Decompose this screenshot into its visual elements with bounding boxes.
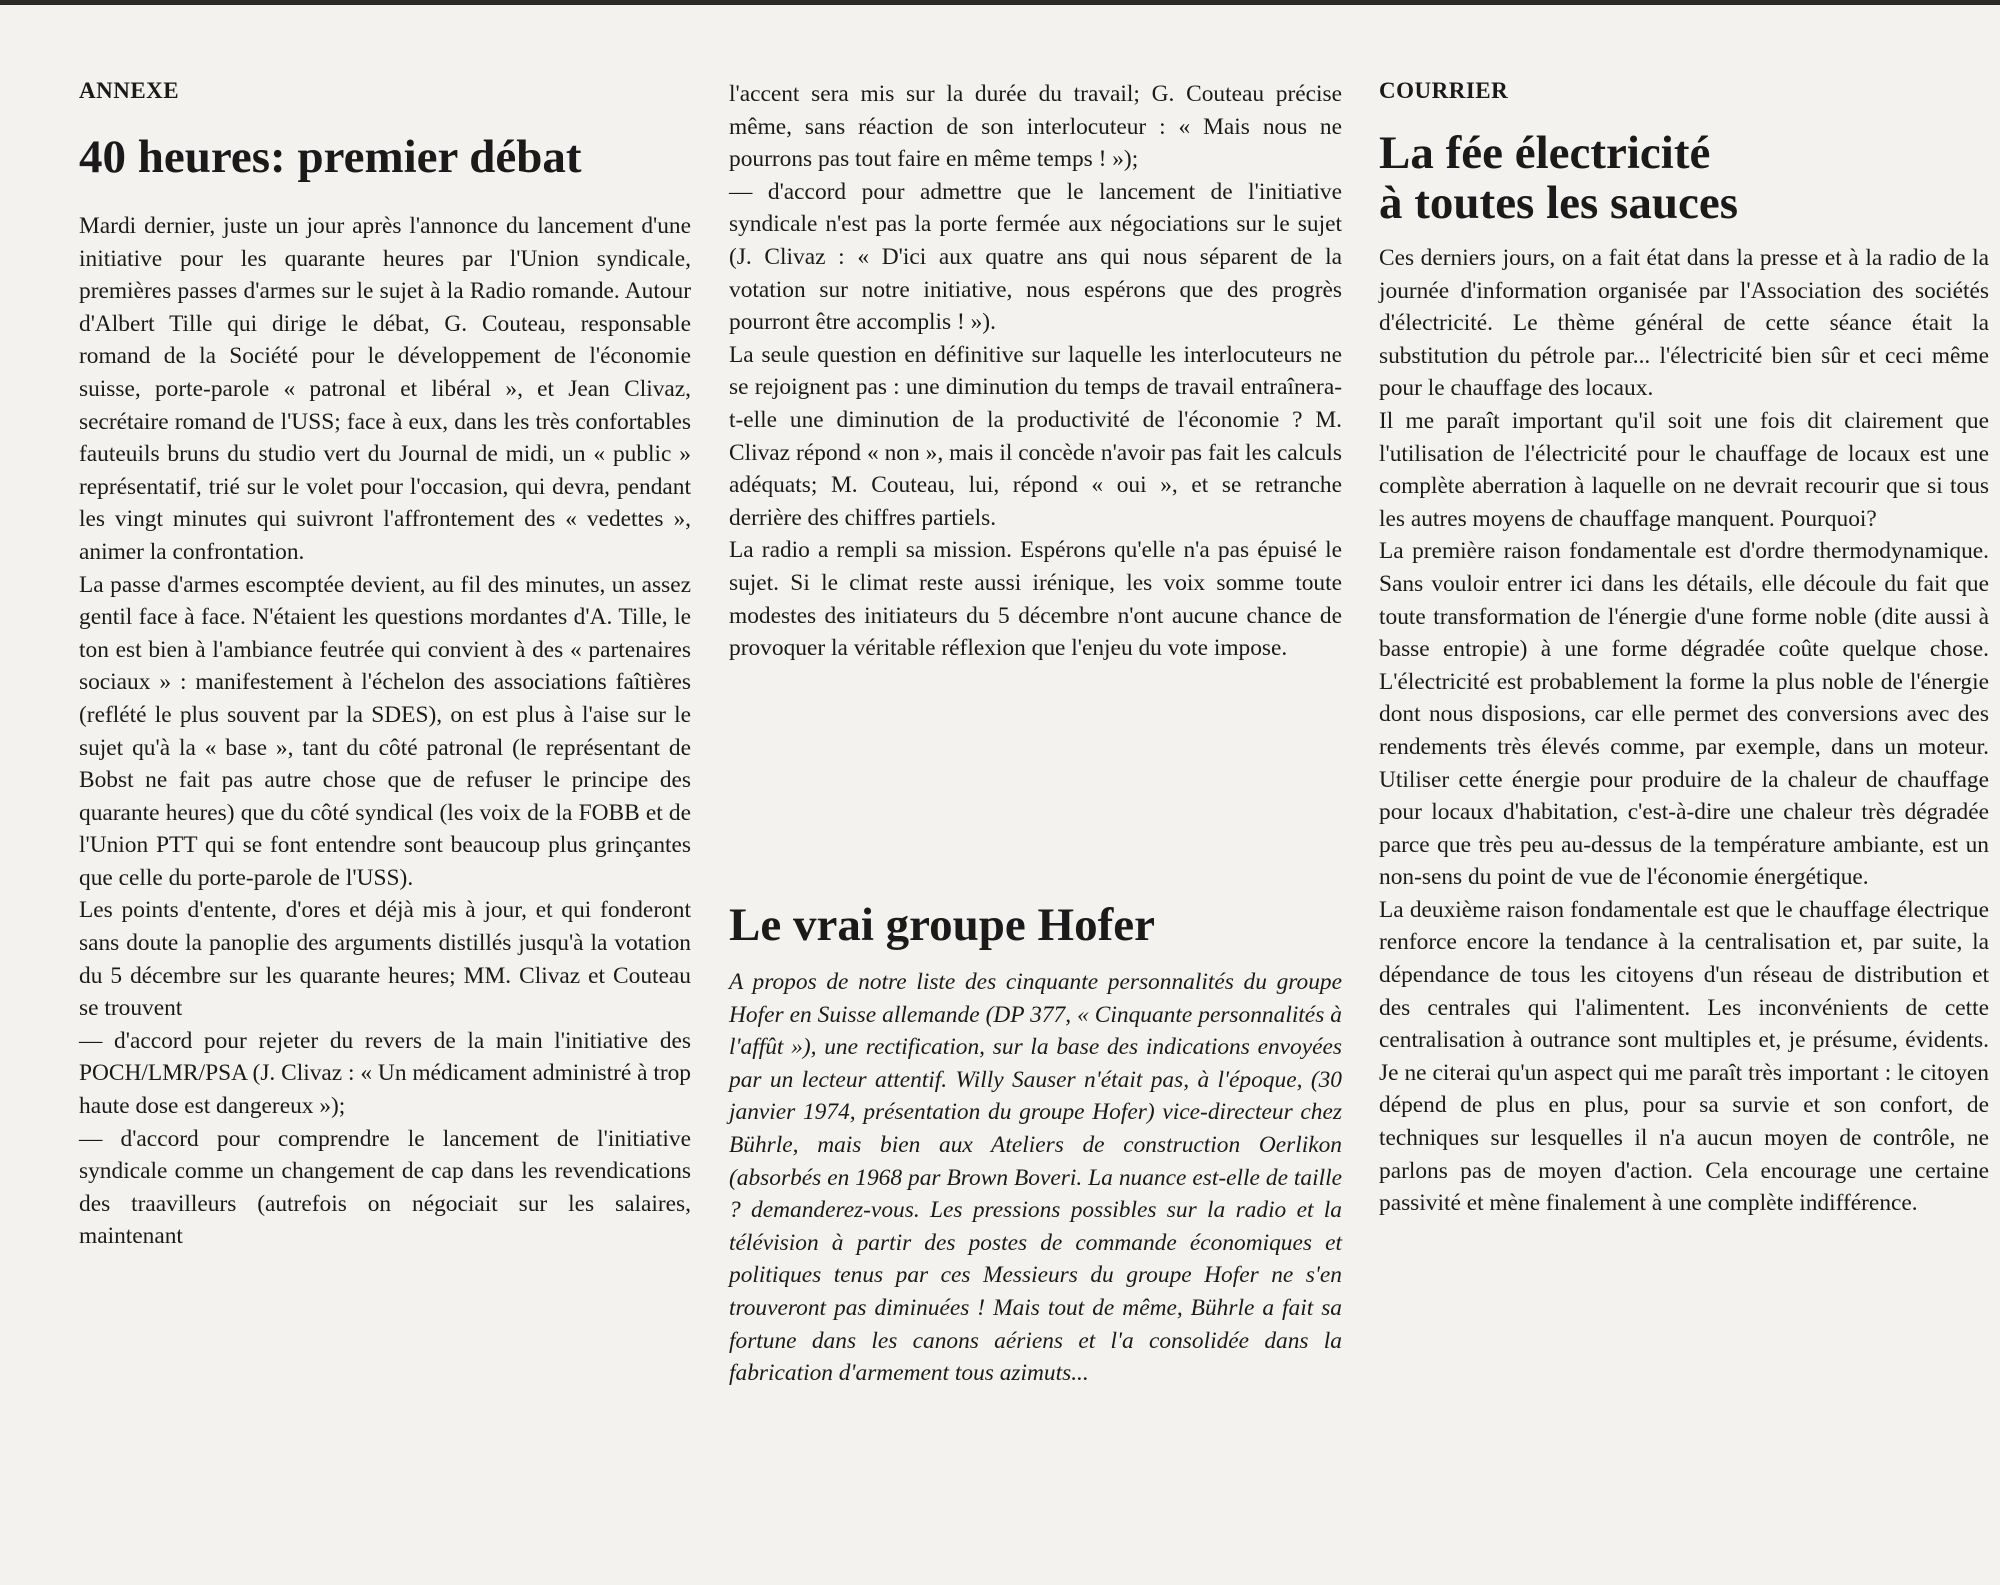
paragraph: — d'accord pour comprendre le lancement de l'initiative syndicale comme un changement de cap dans les revendications des traavilleurs (autrefois on négociait sur les salaires, maintenant xyxy=(79,1125,691,1250)
paragraph: Il me paraît important qu'il soit une fois dit clairement que l'utilisation de l'électricité pour le chauffage de locaux est une complète aberration à laquelle on ne devrait recourir que si tous les autres moyens de chauffage manquent. Pourquoi? xyxy=(1379,407,1989,532)
headline-line: La fée électricité xyxy=(1379,127,1711,179)
paragraph: La radio a rempli sa mission. Espérons qu'elle n'a pas épuisé le sujet. Si le climat reste aussi irénique, les voix somme toute modestes des initiateurs du 5 décembre n'ont aucune chance de provoquer la véritable réflexion que l'enjeu du vote impose. xyxy=(729,537,1342,662)
paragraph: La deuxième raison fondamentale est que le chauffage électrique renforce encore la tendance à la centralisation et, par suite, la dépendance de tous les citoyens d'un réseau de distribution et des centrales qui l'alimentent. Les inconvénients de cette centralisation à outrance sont multiples et, je présume, évidents. Je ne citerai qu'un aspect qui me paraît très important : le citoyen dépend de plus en plus, pour sa survie et son confort, de techniques sur lesquelles il n'a aucun moyen de contrôle, ne parlons pas de moyen d'action. Cela encourage une certaine passivité et mène finalement à une complète indifférence. xyxy=(1379,896,1989,1217)
headline-fee-electricite xyxy=(1379,128,1989,228)
section-kicker-courrier: COURRIER xyxy=(1379,78,1509,103)
paragraph: La passe d'armes escomptée devient, au fil des minutes, un assez gentil face à face. N'étaient les questions mordantes d'A. Tille, le ton est bien à l'ambiance feutrée qui convient à des « partenaires sociaux » : manifestement à l'échelon des associations faîtières (reflété le plus souvent par la SDES), on est plus à l'aise sur le sujet qu'à la « base », tant du côté patronal (le représentant de Bobst ne fait pas autre chose que de refuser le principe des quarante heures) que du côté syndical (les voix de la FOBB et de l'Union PTT qui se font entendre sont beaucoup plus grinçantes que celle du porte-parole de l'USS). xyxy=(79,571,691,891)
headline-line: à toutes les sauces xyxy=(1379,177,1738,229)
article-body-groupe-hofer xyxy=(729,966,1342,1390)
paragraph: Mardi dernier, juste un jour après l'annonce du lancement d'une initiative pour les quarante heures par l'Union syndicale, premières passes d'armes sur le sujet à la Radio romande. Autour d'Albert Tille qui dirige le débat, G. Couteau, responsable romand de la Société pour le développement de l'économie suisse, porte-parole « patronal et libéral », et Jean Clivaz, secrétaire romand de l'USS; face à eux, dans les très confortables fauteuils bruns du studio vert du Journal de midi, un « public » représentatif, trié sur le volet pour l'occasion, qui devra, pendant les vingt minutes qui suivront l'affrontement des « vedettes », animer la confrontation. xyxy=(79,213,691,565)
headline-groupe-hofer: Le vrai groupe Hofer xyxy=(729,899,1155,951)
headline-40-heures: 40 heures: premier débat xyxy=(79,131,582,183)
paragraph: A propos de notre liste des cinquante personnalités du groupe Hofer en Suisse allemande (DP 377, « Cinquante personnalités à l'affût »), une rectification, sur la base des indications envoyées par un lecteur attentif. Willy Sauser n'était pas, à l'époque, (30 janvier 1974, présentation du groupe Hofer) vice-directeur chez Bührle, mais bien aux Ateliers de construction Oerlikon (absorbés en 1968 par Brown Boveri. La nuance est-elle de taille ? demanderez-vous. Les pressions possibles sur la radio et la télévision à partir des postes de commande économiques et politiques tenus par ces Messieurs du groupe Hofer ne s'en trouveront pas diminuées ! Mais tout de même, Bührle a fait sa fortune dans les canons aériens et l'a consolidée dans la fabrication d'armement tous azimuts... xyxy=(729,969,1342,1387)
paragraph: Ces derniers jours, on a fait état dans la presse et à la radio de la journée d'information organisée par l'Association des sociétés d'électricité. Le thème général de cette séance était la substitution du pétrole par... l'électricité bien sûr et ceci même pour le chauffage des locaux. xyxy=(1379,245,1989,402)
paragraph: — d'accord pour admettre que le lancement de l'initiative syndicale n'est pas la porte fermée aux négociations sur le sujet (J. Clivaz : « D'ici aux quatre ans qui nous séparent de la votation sur notre initiative, nous espérons que des progrès pourront être accomplis ! »). xyxy=(729,178,1342,336)
article-body-40-heures xyxy=(79,210,691,1253)
top-rule xyxy=(0,0,2000,5)
section-kicker-annexe: ANNEXE xyxy=(79,78,180,103)
paragraph: Les points d'entente, d'ores et déjà mis à jour, et qui fonderont sans doute la panoplie des arguments distillés jusqu'à la votation du 5 décembre sur les quarante heures; MM. Clivaz et Couteau se trouvent xyxy=(79,897,691,1022)
paragraph: — d'accord pour rejeter du revers de la main l'initiative des POCH/LMR/PSA (J. Clivaz : « Un médicament administré à trop haute dose est dangereux »); xyxy=(79,1027,692,1120)
article-body-fee-electricite xyxy=(1379,242,1989,1220)
paragraph: La seule question en définitive sur laquelle les interlocuteurs ne se rejoignent pas : une diminution du temps de travail entraînera-t-elle une diminution de la productivité de l'économie ? M. Clivaz répond « non », mais il concède n'avoir pas fait les calculs adéquats; M. Couteau, lui, répond « oui », et se retranche derrière des chiffres partiels. xyxy=(729,341,1342,531)
paragraph: l'accent sera mis sur la durée du travail; G. Couteau précise même, sans réaction de son interlocuteur : « Mais nous ne pourrons pas tout faire en même temps ! »); xyxy=(729,81,1342,173)
paragraph: La première raison fondamentale est d'ordre thermodynamique. Sans vouloir entrer ici dans les détails, elle découle du fait que toute transformation de l'énergie d'une forme noble (dite aussi à basse entropie) à une forme dégradée coûte quelque chose. L'électricité est probablement la forme la plus noble de l'énergie dont nous disposions, car elle permet des conversions avec des rendements très élevés comme, par exemple, dans un moteur. Utiliser cette énergie pour produire de la chaleur de chauffage pour locaux d'habitation, c'est-à-dire une chaleur très dégradée parce que très peu au-dessus de la température ambiante, est un non-sens du point de vue de l'économie énergétique. xyxy=(1379,538,1989,891)
article-body-continued xyxy=(729,78,1342,665)
